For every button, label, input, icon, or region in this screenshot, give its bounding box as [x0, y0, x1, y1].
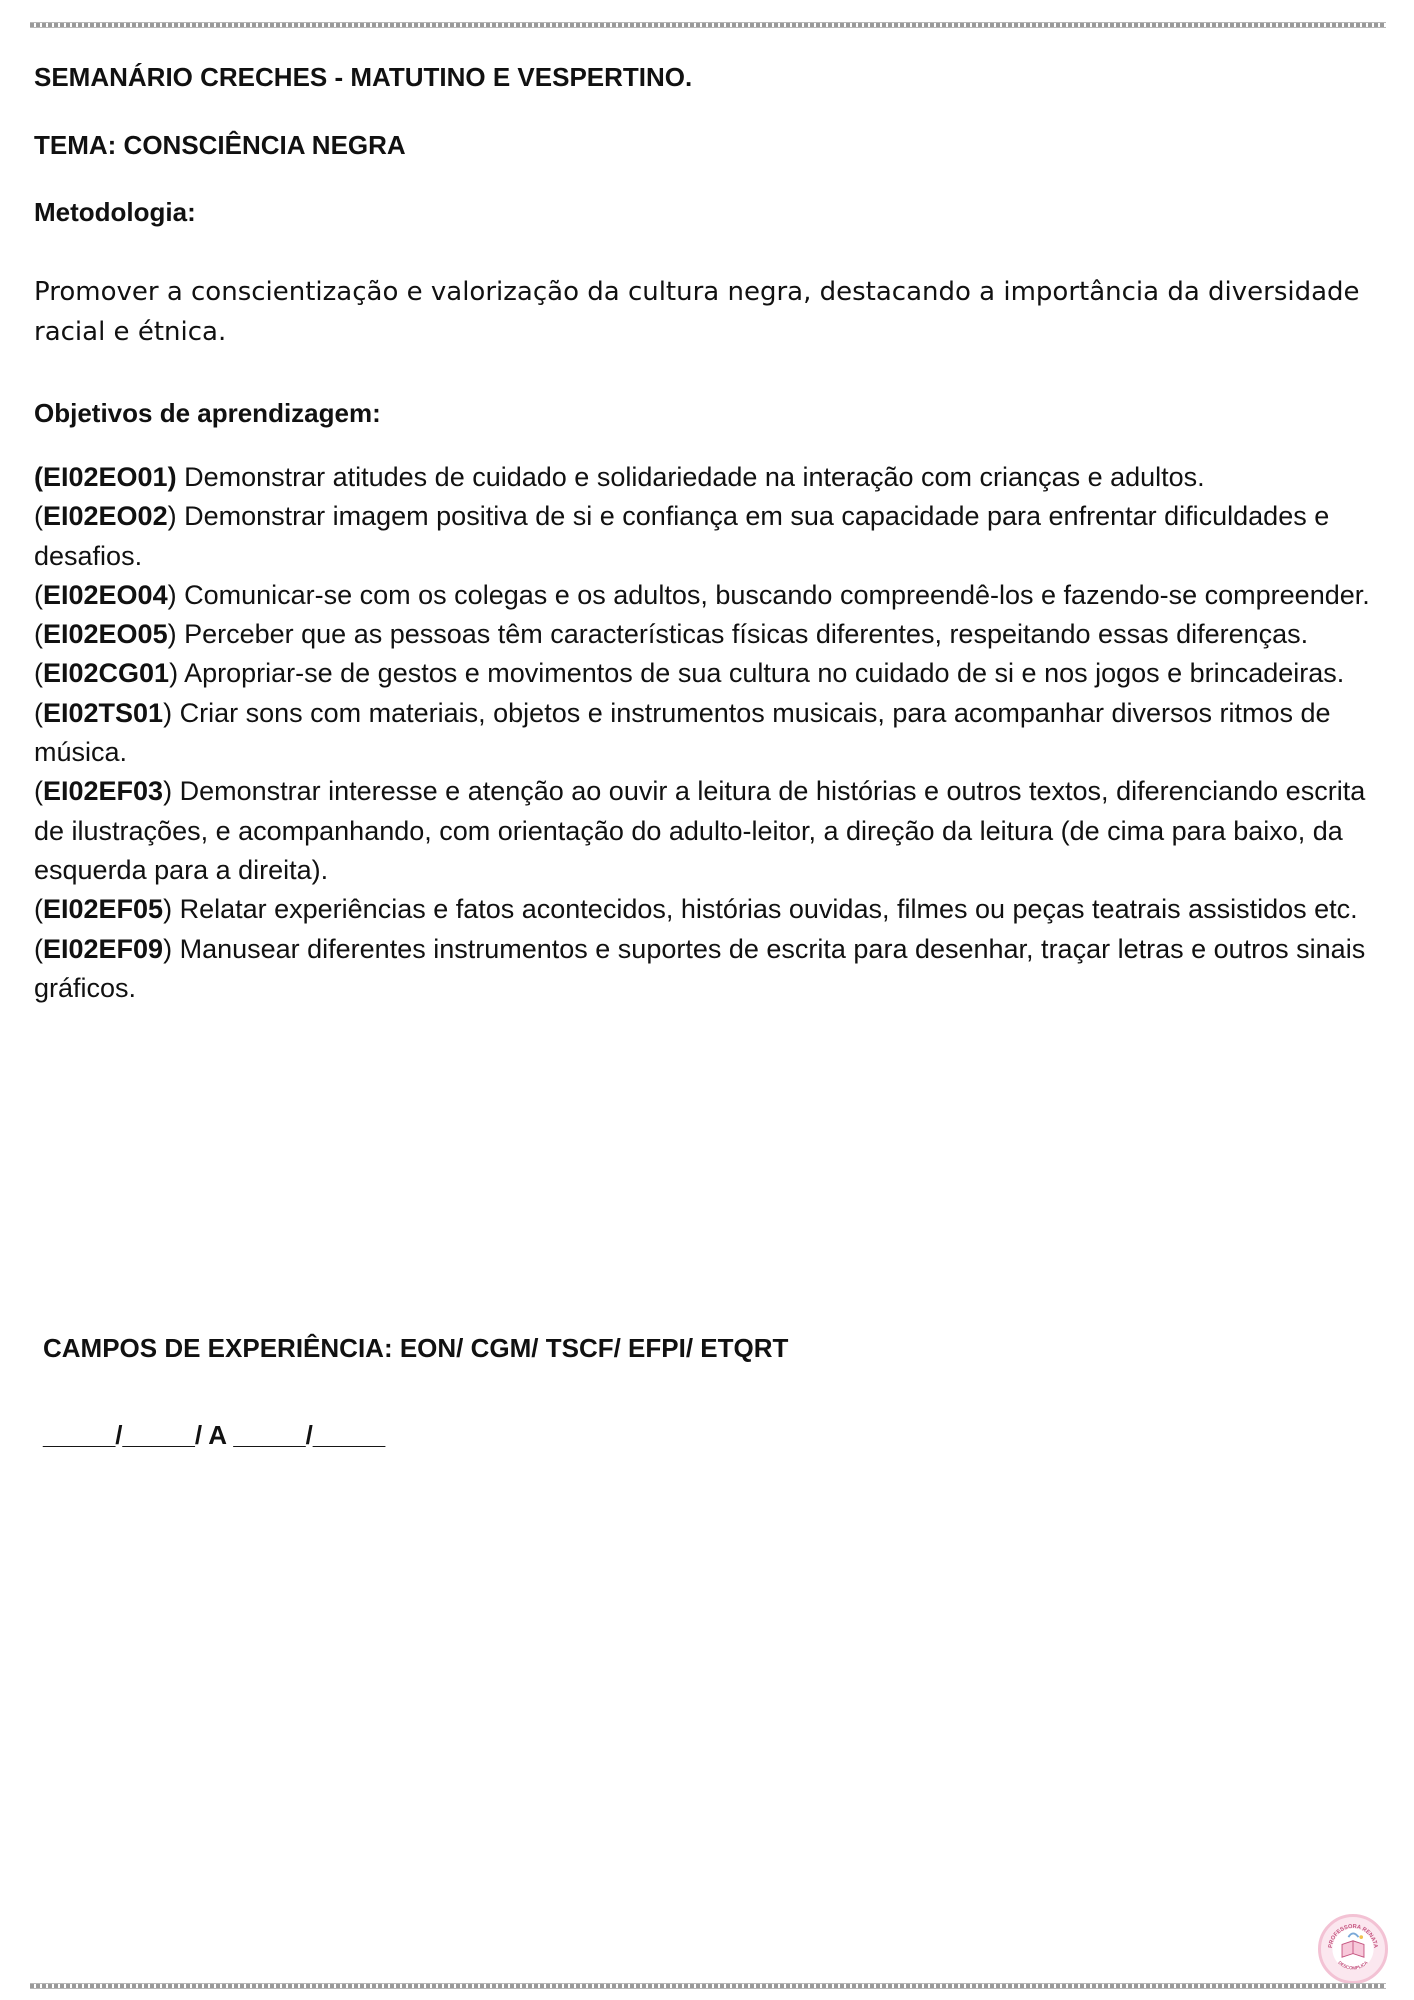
objective-item: [34, 458, 1374, 497]
objective-text: Criar sons com materiais, objetos e instrumentos musicais, para acompanhar diversos ritmos de música.: [34, 697, 1331, 768]
objective-code: (EI02EO01): [34, 462, 177, 492]
objective-code: EI02EF09: [43, 933, 164, 964]
objective-item: (EI02CG01) Apropriar-se de gestos e movimentos de sua cultura no cuidado de si e nos jogos e brincadeiras.: [34, 658, 1345, 689]
objective-text: Demonstrar atitudes de cuidado e solidariedade na interação com crianças e adultos.: [176, 462, 1205, 492]
objective-text: Relatar experiências e fatos acontecidos, histórias ouvidas, filmes ou peças teatrais assistidos etc.: [172, 894, 1358, 925]
objective-item: (EI02EF03) Demonstrar interesse e atenção ao ouvir a leitura de histórias e outros textos, diferenciando escrita de ilustrações, e acompanhando, com orientação do adulto-leitor, a direção da leitura (de cima para baixo, da esquerda para a direita).: [34, 776, 1366, 885]
objective-code: EI02CG01: [43, 658, 170, 689]
theme-heading: TEMA: CONSCIÊNCIA NEGRA: [34, 130, 406, 160]
objective-text: Demonstrar imagem positiva de si e confiança em sua capacidade para enfrentar dificuldades e desafios.: [34, 501, 1330, 571]
objectives-label: Objetivos de aprendizagem:: [34, 398, 381, 428]
objective-text: Demonstrar interesse e atenção ao ouvir a leitura de histórias e outros textos, diferenciando escrita de ilustrações, e acompanhando, com orientação do adulto-leitor, a direção da leitura (de cima para baixo, da esquerda para a direita).: [34, 776, 1366, 885]
objective-item: (EI02EO02) Demonstrar imagem positiva de si e confiança em sua capacidade para enfrentar dificuldades e desafios.: [34, 501, 1330, 571]
objective-code: EI02EO04: [43, 579, 168, 610]
objective-text: Apropriar-se de gestos e movimentos de sua cultura no cuidado de si e nos jogos e brincadeiras.: [178, 658, 1345, 689]
objective-item: (EI02EO05) Perceber que as pessoas têm características físicas diferentes, respeitando essas diferenças.: [34, 619, 1309, 650]
objectives-list: [34, 458, 1374, 1008]
objective-text: Manusear diferentes instrumentos e suportes de escrita para desenhar, traçar letras e outros sinais gráficos.: [34, 933, 1366, 1003]
objective-item: (EI02TS01) Criar sons com materiais, objetos e instrumentos musicais, para acompanhar diversos ritmos de música.: [34, 697, 1331, 768]
logo-text-top: PROFESSORA RENATA: [1327, 1923, 1379, 1949]
objective-code: EI02EO02: [43, 501, 168, 532]
logo-text-bottom: DESCOMPLICA: [1337, 1959, 1369, 1971]
campos-experiencia: CAMPOS DE EXPERIÊNCIA: EON/ CGM/ TSCF/ EFPI/ ETQRT: [43, 1333, 789, 1363]
objective-item: (EI02EF05) Relatar experiências e fatos acontecidos, histórias ouvidas, filmes ou peças teatrais assistidos etc.: [34, 894, 1358, 925]
document-title: SEMANÁRIO CRECHES - MATUTINO E VESPERTINO.: [34, 62, 693, 92]
bottom-dotted-border: [30, 1983, 1386, 1989]
objective-item: (EI02EO04) Comunicar-se com os colegas e os adultos, buscando compreendê-los e fazendo-se compreender.: [34, 579, 1370, 610]
objective-code: EI02EF05: [43, 894, 164, 925]
methodology-label: Metodologia:: [34, 197, 196, 227]
objective-text: Comunicar-se com os colegas e os adultos, buscando compreendê-los e fazendo-se compreender.: [176, 579, 1370, 610]
svg-text:DESCOMPLICA: [1337, 1959, 1369, 1970]
objective-code: EI02EO05: [43, 619, 168, 650]
objective-code: EI02EF03: [43, 776, 164, 807]
objective-item: (EI02EF09) Manusear diferentes instrumentos e suportes de escrita para desenhar, traçar letras e outros sinais gráficos.: [34, 933, 1366, 1003]
book-icon: [1321, 1917, 1385, 1981]
methodology-text: Promover a conscientização e valorização da cultura negra, destacando a importância da diversidade racial e étnica.: [34, 277, 1360, 347]
professora-renata-logo: [1318, 1914, 1388, 1984]
top-dotted-border: [30, 22, 1386, 28]
objective-text: Perceber que as pessoas têm características físicas diferentes, respeitando essas diferenças.: [176, 619, 1309, 650]
objective-code: EI02TS01: [43, 697, 164, 728]
date-range-blank: _____/_____/ A _____/_____: [43, 1420, 386, 1450]
